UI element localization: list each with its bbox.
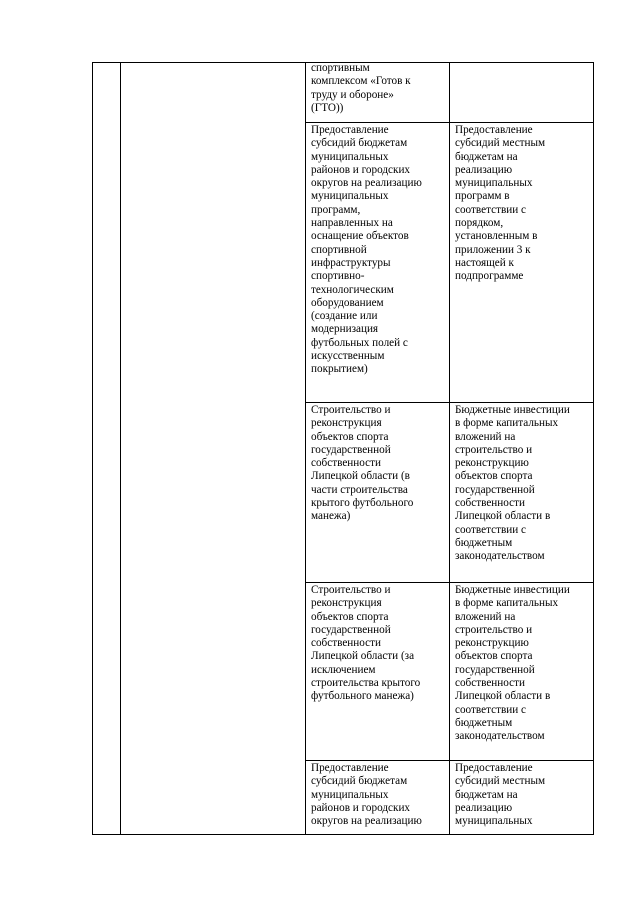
activity-cell: Предоставление субсидий бюджетам муниципальных районов и городских округов на реализацию [311,762,422,828]
activity-cell: Строительство и реконструкция объектов спорта государственной собственности Липецкой области (в части строительства крытого футбольного манежа) [311,404,414,523]
mechanism-cell: Бюджетные инвестиции в форме капитальных вложений на строительство и реконструкцию объектов спорта государственной собственности Липецкой области в соответствии с бюджетным законодательством [455,404,570,563]
activity-cell: спортивным комплексом «Готов к труду и обороне» (ГТО)) [311,62,411,114]
column-divider [449,62,450,835]
table-bottom-border [92,834,594,835]
mechanism-cell: Предоставление субсидий местным бюджетам на реализацию муниципальных [455,762,546,828]
table-left-border [92,62,93,835]
mechanism-cell: Бюджетные инвестиции в форме капитальных вложений на строительство и реконструкцию объектов спорта государственной собственности Липецкой области в соответствии с бюджетным законодательством [455,584,570,743]
column-divider [120,62,121,835]
activity-cell: Предоставление субсидий бюджетам муниципальных районов и городских округов на реализацию муниципальных программ, направленных на оснащение объектов спортивной инфраструктуры спортивно- технологическим оборудованием (создание или модернизация футбольных полей с искусственным покрытием) [311,124,422,376]
column-divider [305,62,306,835]
table-right-border [593,62,594,835]
mechanism-cell: Предоставление субсидий местным бюджетам на реализацию муниципальных программ в соответствии с порядком, установленным в приложении 3 к настоящей к подпрограмме [455,124,546,283]
activity-cell: Строительство и реконструкция объектов спорта государственной собственности Липецкой области (за исключением строительства крытого футбольного манежа) [311,584,421,703]
